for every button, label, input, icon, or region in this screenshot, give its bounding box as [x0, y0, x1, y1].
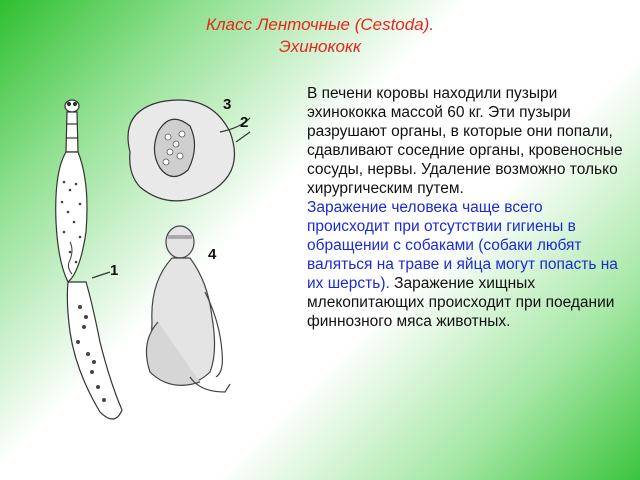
figure-label-3: 3: [223, 96, 232, 113]
figure-label-1: 1: [110, 262, 119, 279]
body-text-infection-human: Заражение человека чаще всего происходит при отсутствии гигиены в обращении с собаками (собаки любят валяться на траве и яйца могут попасть на их шерсть).: [307, 199, 618, 292]
slide-title-line1: Класс Ленточные (Cestoda).: [205, 15, 435, 34]
tapeworm-drawing: [56, 100, 122, 419]
slide-title: [0, 14, 640, 58]
slide-title-line2: Эхинококк: [278, 37, 362, 56]
echinococcus-illustration: [40, 92, 290, 432]
body-text: [307, 84, 627, 331]
body-text-infection-predators: Заражение хищных млекопитающих происходит при поедании финнозного мяса животных.: [307, 275, 615, 330]
body-text-intro: В печени коровы находили пузыри эхинококка массой 60 кг. Эти пузыри разрушают органы, в которые они попали, сдавливают соседние органы, кровеносные сосуды, нервы. Удаление возможно только хирургическим путем.: [307, 85, 623, 197]
figure-label-4: 4: [208, 246, 217, 263]
figure-label-2: 2: [240, 114, 249, 131]
cyst-drawing: [128, 100, 250, 201]
human-figure-drawing: [146, 226, 230, 392]
